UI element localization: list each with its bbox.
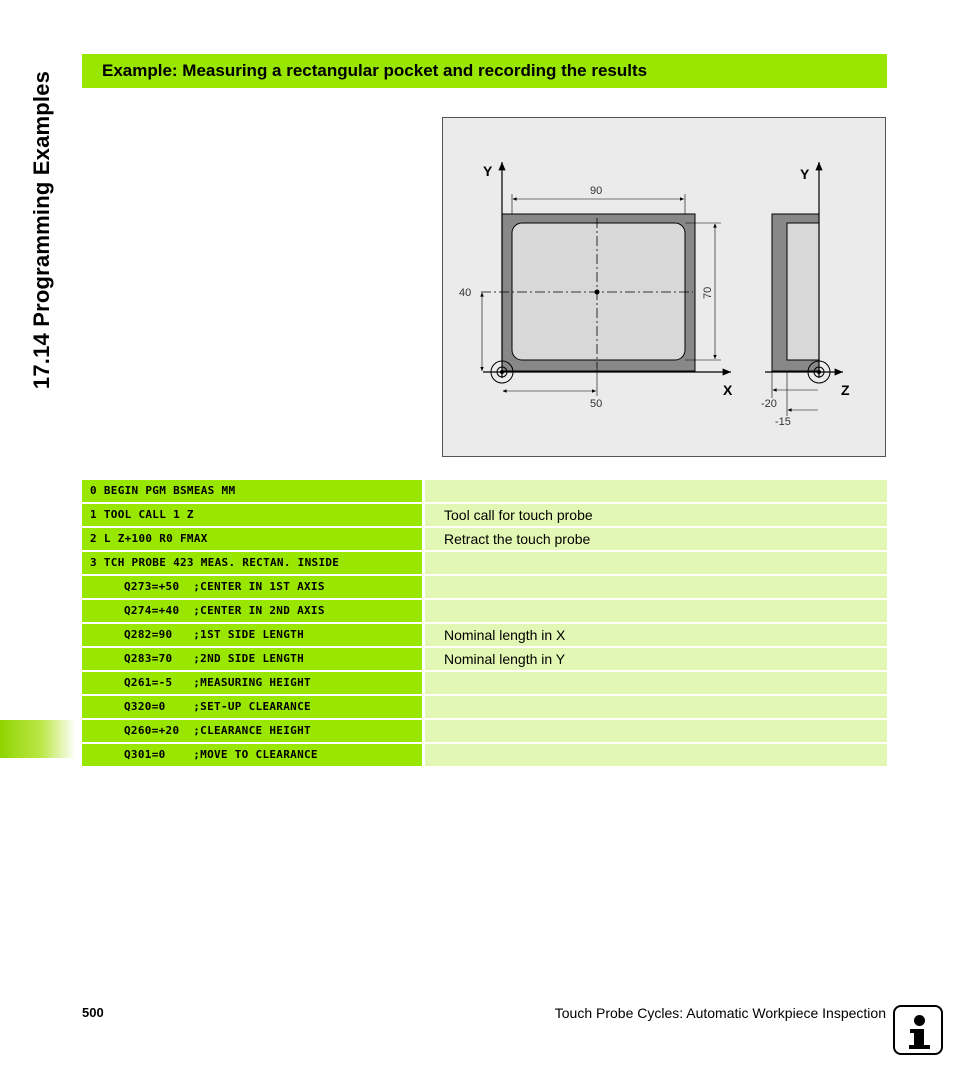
program-row <box>82 600 887 622</box>
program-row <box>82 528 887 550</box>
chapter-thumb-tab <box>0 720 76 758</box>
info-icon <box>893 1005 943 1055</box>
program-code: Q283=70 ;2ND SIDE LENGTH <box>82 648 422 670</box>
program-code: 0 BEGIN PGM BSMEAS MM <box>82 480 422 502</box>
program-row <box>82 552 887 574</box>
example-title: Example: Measuring a rectangular pocket and recording the results <box>102 61 648 80</box>
program-code: Q320=0 ;SET-UP CLEARANCE <box>82 696 422 718</box>
pocket-drawing <box>442 117 886 457</box>
program-comment <box>425 576 887 598</box>
y-axis-label-front: Y <box>483 163 493 179</box>
z-axis-label: Z <box>841 382 850 398</box>
program-row <box>82 576 887 598</box>
program-comment <box>425 552 887 574</box>
dim-label-50: 50 <box>590 398 603 410</box>
program-code: Q301=0 ;MOVE TO CLEARANCE <box>82 744 422 766</box>
program-code: 2 L Z+100 R0 FMAX <box>82 528 422 550</box>
dim-label-70: 70 <box>702 286 714 299</box>
program-code: 1 TOOL CALL 1 Z <box>82 504 422 526</box>
dim-label-neg20: -20 <box>761 398 777 410</box>
program-comment: Tool call for touch probe <box>425 504 887 526</box>
program-row <box>82 720 887 742</box>
program-comment: Retract the touch probe <box>425 528 887 550</box>
program-comment <box>425 720 887 742</box>
program-comment <box>425 480 887 502</box>
footer-chapter-title: Touch Probe Cycles: Automatic Workpiece Inspection <box>554 1005 886 1021</box>
program-row <box>82 504 887 526</box>
nc-program-table <box>82 480 887 768</box>
program-row <box>82 624 887 646</box>
dim-label-40: 40 <box>459 287 472 299</box>
program-code: Q260=+20 ;CLEARANCE HEIGHT <box>82 720 422 742</box>
program-code: Q274=+40 ;CENTER IN 2ND AXIS <box>82 600 422 622</box>
dim-label-neg15: -15 <box>775 416 791 428</box>
program-comment <box>425 672 887 694</box>
program-row <box>82 672 887 694</box>
program-row <box>82 744 887 766</box>
chapter-side-title <box>20 50 64 410</box>
program-comment: Nominal length in Y <box>425 648 887 670</box>
page-number: 500 <box>82 1005 104 1020</box>
program-comment <box>425 600 887 622</box>
program-comment <box>425 744 887 766</box>
dim-label-90: 90 <box>590 185 603 197</box>
program-code: 3 TCH PROBE 423 MEAS. RECTAN. INSIDE <box>82 552 422 574</box>
program-row <box>82 648 887 670</box>
program-comment: Nominal length in X <box>425 624 887 646</box>
y-axis-label-side: Y <box>800 166 810 182</box>
pocket-center-point <box>595 290 600 295</box>
example-header-bar <box>82 54 887 88</box>
program-row <box>82 696 887 718</box>
program-code: Q282=90 ;1ST SIDE LENGTH <box>82 624 422 646</box>
pocket-side <box>787 223 819 360</box>
program-code: Q273=+50 ;CENTER IN 1ST AXIS <box>82 576 422 598</box>
chapter-side-title-text: 17.14 Programming Examples <box>29 70 54 390</box>
program-row <box>82 480 887 502</box>
program-code: Q261=-5 ;MEASURING HEIGHT <box>82 672 422 694</box>
program-comment <box>425 696 887 718</box>
pocket-drawing-svg <box>443 118 887 458</box>
x-axis-label: X <box>723 382 733 398</box>
